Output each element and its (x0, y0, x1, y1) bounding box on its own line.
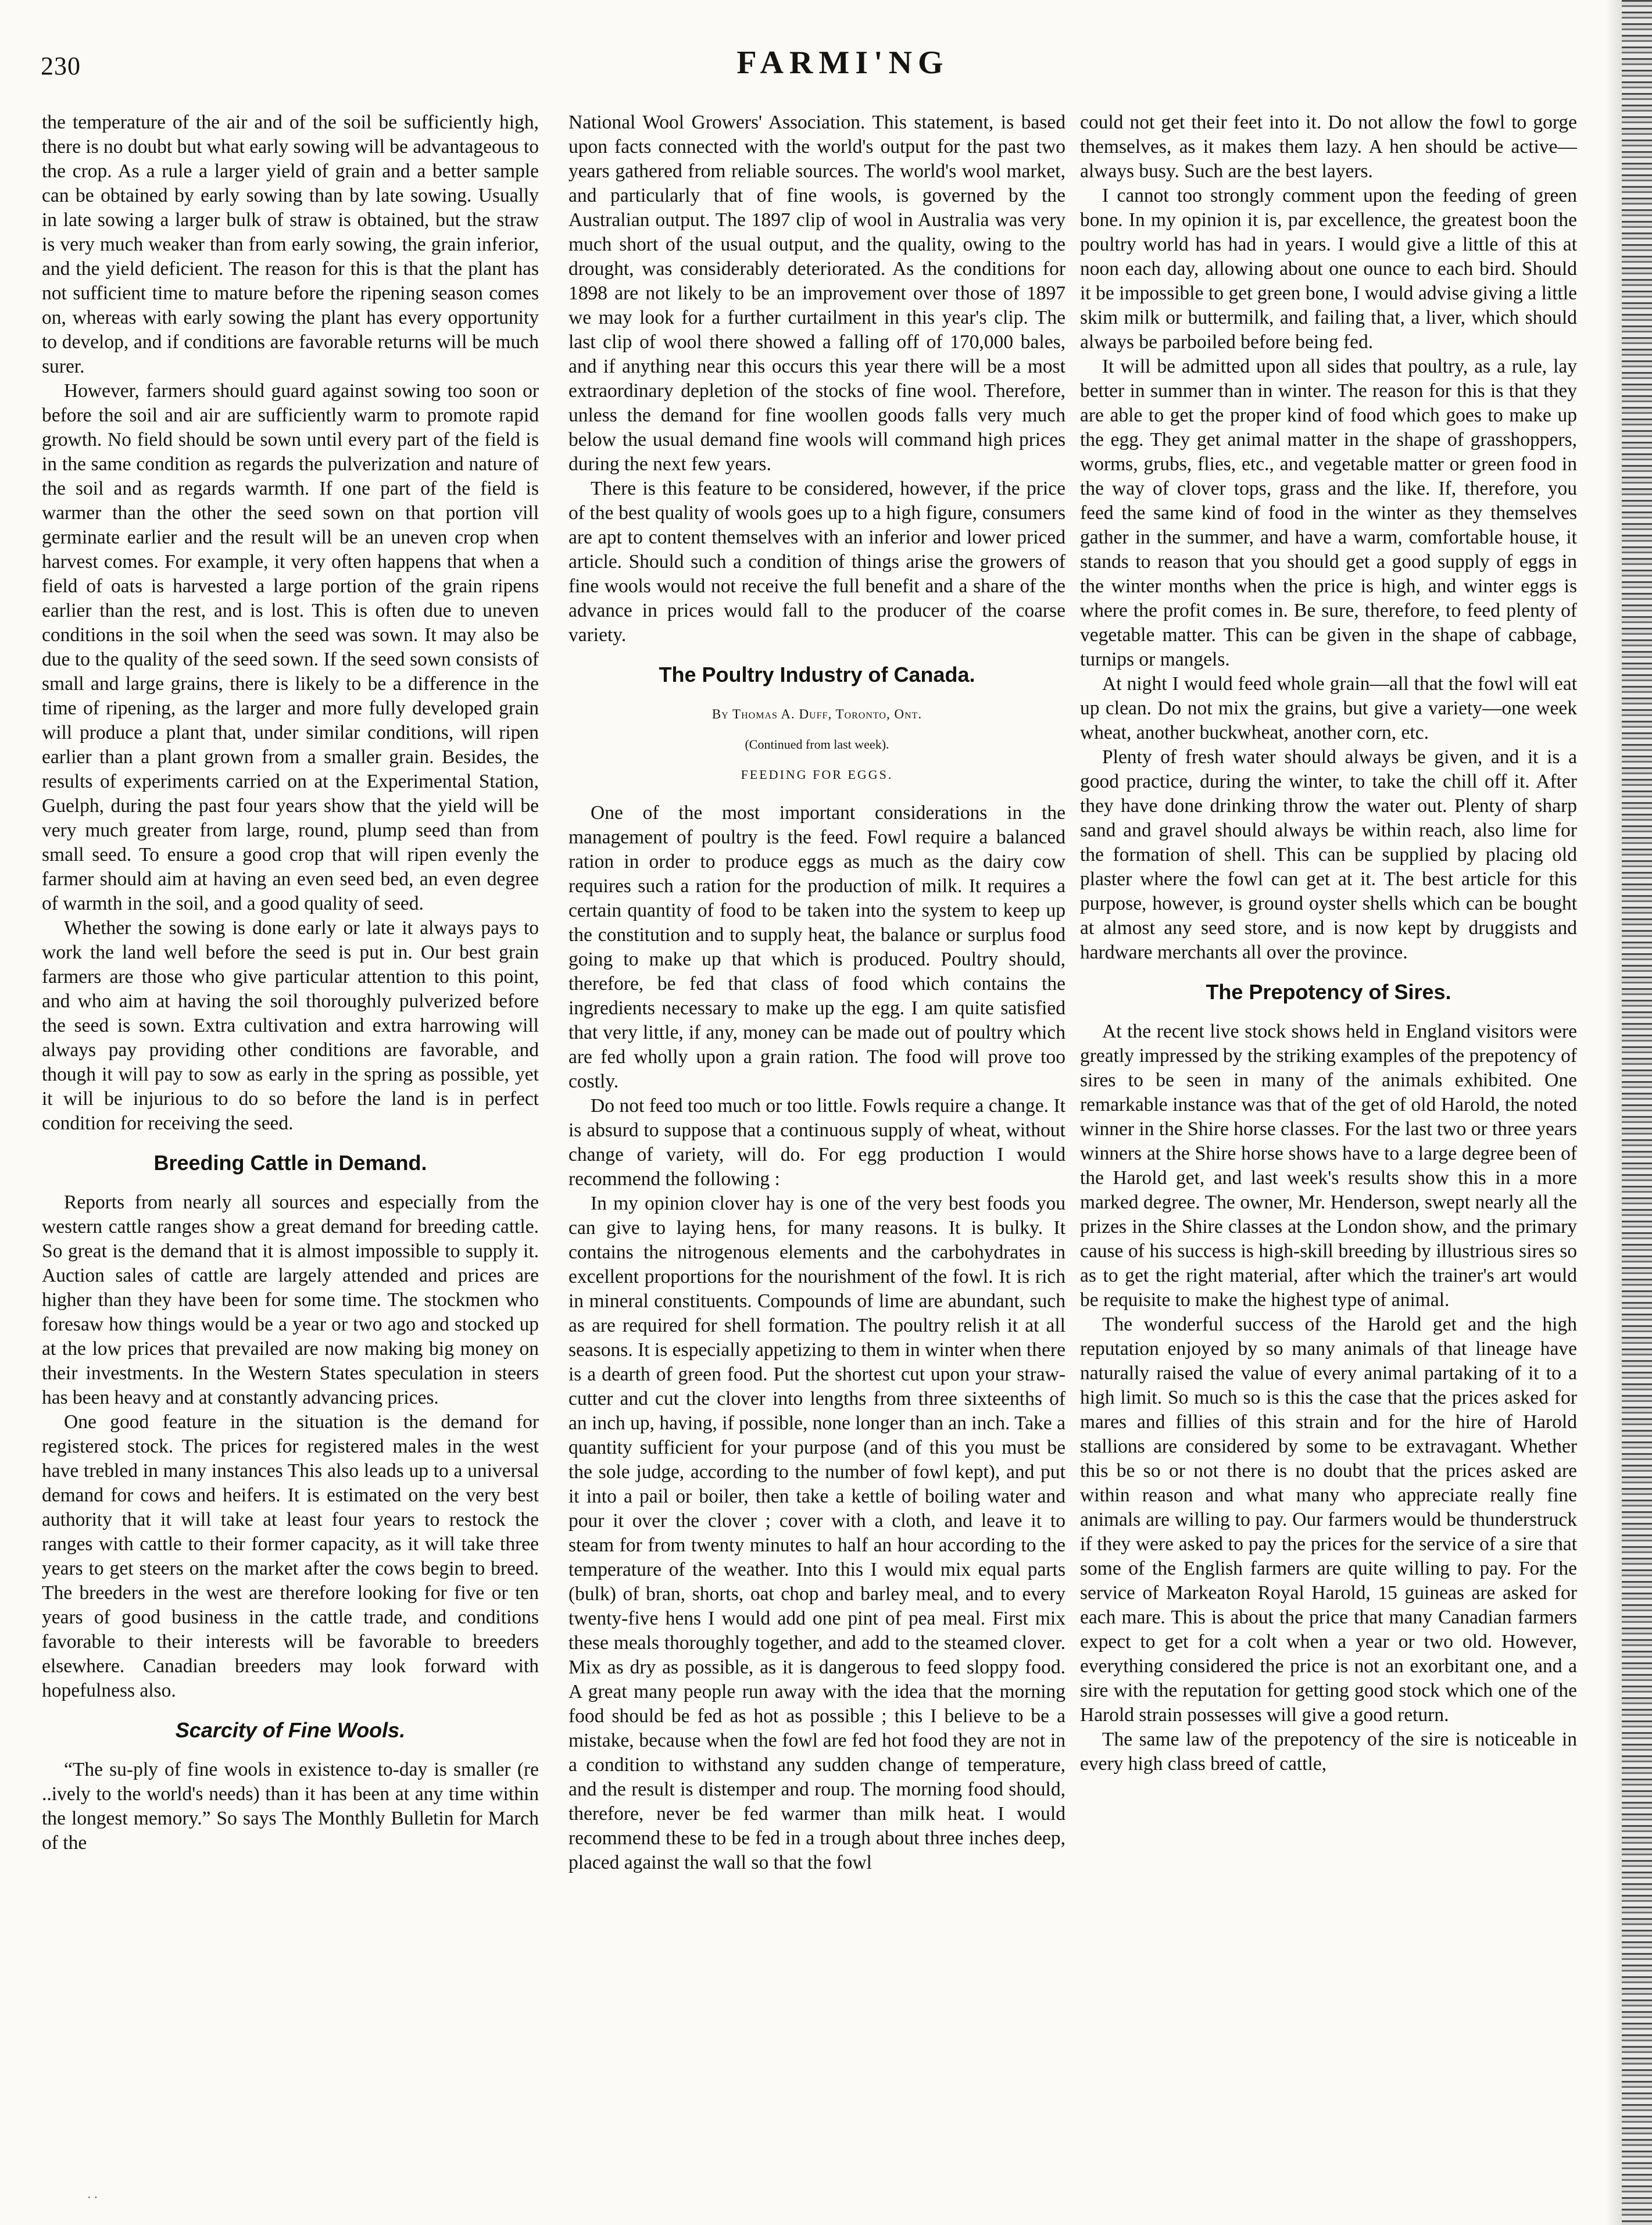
article-title-breeding-cattle: Breeding Cattle in Demand. (153, 1151, 427, 1175)
running-title: FARMI'NG (736, 45, 949, 81)
paragraph: It will be admitted upon all sides that poultry, as a rule, lay better in summer than in winter. The reason for this is that they are able to get the proper kind of food which goes to make up the egg. They get animal matter in the shape of grasshoppers, worms, grubs, flies, etc., and vegetable matter or green food in the way of clover tops, grass and the like. If, therefore, you feed the same kind of food in the winter as they themselves gather in the summer, and have a warm, comfortable house, it stands to reason that you should get a good supply of eggs in the winter months when the price is high, and winter eggs is where the profit comes in. Be sure, therefore, to feed plenty of vegetable matter. This can be given in the shape of cabbage, turnips or mangels. (1080, 356, 1577, 670)
paragraph: However, farmers should guard against sowing too soon or before the soil and air are sufficiently warm to promote rapid growth. No field should be sown until every part of the field is in the same condition as regards the pulverization and nature of the soil and as regards warmth. If one part of the field is warmer than the other the seed sown on that portion vill germinate earlier and the result will be an uneven crop when harvest comes. For example, it very often happens that when a field of oats is harvested a large portion of the grain ripens earlier than the rest, and is lost. This is often due to uneven conditions in the soil when the seed was sown. It may also be due to the quality of the seed sown. If the seed sown consists of small and large grains, there is likely to be a difference in the time of ripening, as the larger and more fully developed grain will produce a plant that, under similar conditions, will ripen earlier than a plant grown from a smaller grain. Besides, the results of experiments carried on at the Experimental Station, Guelph, during the past four years show that the yield will be very much greater from large, round, plump seed than from small seed. To ensure a good crop that will ripen evenly the farmer should aim at having an even seed bed, an even degree of warmth in the soil, and a good quality of seed. (42, 380, 539, 914)
paragraph: At night I would feed whole grain—all that the fowl will eat up clean. Do not mix the grains, but give a variety—one week wheat, another buckwheat, another corn, etc. (1080, 673, 1577, 743)
column-3 (1080, 110, 1577, 2203)
article-title-fine-wools: Scarcity of Fine Wools. (175, 1718, 406, 1742)
paragraph: Plenty of fresh water should always be given, and it is a good practice, during the winter, to take the chill off it. After they have done drinking throw the water out. Plenty of sharp sand and gravel should always be within reach, also lime for the formation of shell. This can be supplied by placing old plaster where the fowl can get at it. The best article for this purpose, however, is ground oyster shells which can be bought at almost any seed store, and is now kept by druggists and hardware merchants all over the province. (1080, 746, 1577, 963)
section-subhead: FEEDING FOR EGGS. (741, 767, 893, 782)
paragraph: Reports from nearly all sources and especially from the western cattle ranges show a great demand for breeding cattle. So great is the demand that it is almost impossible to supply it. Auction sales of cattle are largely attended and prices are higher than they have been for some time. The stockmen who foresaw how things would be a year or two ago and stocked up at the low prices that prevailed are now making big money on their investments. In the Western States speculation in steers has been heavy and at constantly advancing prices. (42, 1192, 539, 1408)
paragraph: “The su-ply of fine wools in existence to-day is smaller (re ..ively to the world's needs) than it has been at any time within the longest memory.” So says The Monthly Bulletin for March of the (42, 1759, 539, 1854)
paragraph: The wonderful success of the Harold get and the high reputation enjoyed by so many animals of that lineage have naturally raised the value of every animal partaking of it to a high limit. So much so is this the case that the prices asked for mares and fillies of this strain and for the hire of Harold stallions are considered by some to be extravagant. Whether this be so or not there is no doubt that the prices asked are within reason and what many who appreciate really fine animals are willing to pay. Our farmers would be thunderstruck if they were asked to pay the prices for the service of a sire that some of the English farmers are quite willing to pay. For the service of Markeaton Royal Harold, 15 guineas are asked for each mare. This is about the price that many Canadian farmers expect to get for a colt when a year or two old. However, everything considered the price is not an exorbitant one, and a sire with the reputation for getting good stock which one of the Harold strain possesses will give a good return. (1080, 1314, 1577, 1726)
paragraph: There is this feature to be considered, however, if the price of the best quality of wools goes up to a high figure, consumers are apt to content themselves with an inferior and lower priced article. Should such a condition of things arise the growers of fine wools would not receive the full benefit and a share of the advance in prices would fall to the producer of the coarse variety. (568, 478, 1065, 646)
paragraph: National Wool Growers' Association. This statement, is based upon facts connected with the world's output for the past two years gathered from reliable sources. The world's wool market, and particularly that of fine wools, is governed by the Australian output. The 1897 clip of wool in Australia was very much short of the usual output, and the quality, owing to the drought, was considerably deteriorated. As the conditions for 1898 are not likely to be an improvement over those of 1897 we may look for a further curtailment in this year's clip. The last clip of wool there showed a falling off of 170,000 bales, and if anything near this occurs this year there will be a most extraordinary depletion of the stocks of fine wool. Therefore, unless the demand for fine woollen goods falls very much below the usual demand fine wools will command high prices during the next few years. (568, 112, 1065, 475)
article-title-prepotency-sires: The Prepotency of Sires. (1206, 980, 1451, 1004)
paragraph: In my opinion clover hay is one of the very best foods you can give to laying hens, for many reasons. It is bulky. It contains the nitrogenous elements and the carbohydrates in excellent proportions for the nourishment of the fowl. It is rich in mineral constituents. Compounds of lime are abundant, such as are required for shell formation. The poultry relish it at all seasons. It is especially appetizing to them in winter when there is a dearth of green food. Put the shortest cut upon your straw-cutter and cut the clover into lengths from three sixteenths of an inch up, having, if possible, none longer than an inch. Take a quantity sufficient for your purpose (and of this you must be the sole judge, according to the number of fowl kept), and put it into a pail or boiler, then take a kettle of boiling water and pour it over the clover ; cover with a cloth, and leave it to steam for from twenty minutes to half an hour according to the temperature of the weather. Into this I would mix equal parts (bulk) of bran, shorts, oat chop and barley meal, and to every twenty-five hens I would add one pint of pea meal. First mix these meals thoroughly together, and add to the steamed clover. Mix as dry as possible, as it is dangerous to feed sloppy food. A great many people run away with the idea that the morning food should be fed as hot as possible ; this I believe to be a mistake, because when the fowl are fed hot food they are not in a condition to withstand any sudden change of temperature, and the result is distemper and roup. The morning food should, therefore, never be fed warmer than milk heat. I would recommend these to be fed in a trough about three inches deep, placed against the wall so that the fowl (568, 1193, 1065, 1873)
continued-note: (Continued from last week). (745, 737, 889, 752)
paragraph: At the recent live stock shows held in England visitors were greatly impressed by the striking examples of the prepotency of sires to be seen in many of the animals exhibited. One remarkable instance was that of the get of old Harold, the noted winner in the Shire horse classes. For the last two or three years winners at the Shire horse shows have to a large degree been of the Harold get, and last week's results show this in a more marked degree. The owner, Mr. Henderson, swept nearly all the prizes in the Shire classes at the London show, and the primary cause of his success is high-skill breeding by illustrious sires so as to get the right material, after which the trainer's art would be requisite to make the highest type of animal. (1080, 1021, 1577, 1311)
print-specks: · · (87, 2191, 98, 2204)
article-byline: By Thomas A. Duff, Toronto, Ont. (711, 707, 922, 721)
paragraph: Do not feed too much or too little. Fowls require a change. It is absurd to suppose that a continuous supply of wheat, without change of variety, will do. For egg production I would recommend the following : (568, 1095, 1065, 1190)
paragraph: Whether the sowing is done early or late it always pays to work the land well before the seed is put in. Our best grain farmers are those who give particular attention to this point, and who aim at having the soil thoroughly pulverized before the seed is sown. Extra cultivation and extra harrowing will always pay providing other conditions are favorable, and though it will pay to sow as early in the spring as possible, yet it will be injurious to do so before the land is in perfect condition for receiving the seed. (42, 917, 539, 1134)
paragraph: One good feature in the situation is the demand for registered stock. The prices for registered males in the west have trebled in many instances This also leads up to a universal demand for cows and heifers. It is estimated on the very best authority that it will take at least four years to restock the ranges with cattle to their former capacity, as it will take three years to get steers on the market after the cows begin to breed. The breeders in the west are therefore looking for five or ten years of good business in the cattle trade, and conditions favorable to their interests will be favorable to breeders elsewhere. Canadian breeders may look forward with hopefulness also. (42, 1411, 539, 1701)
paragraph: I cannot too strongly comment upon the feeding of green bone. In my opinion it is, par excellence, the greatest boon the poultry world has had in years. I would give a little of this at noon each day, allowing about one ounce to each bird. Should it be impossible to get green bone, I would advise giving a little skim milk or buttermilk, and failing that, a liver, which should always be parboiled before being fed. (1080, 185, 1577, 353)
column-1 (42, 110, 539, 2203)
scanned-binding-edge (1622, 0, 1652, 2225)
paragraph: The same law of the prepotency of the sire is noticeable in every high class breed of cattle, (1080, 1729, 1577, 1775)
paragraph: the temperature of the air and of the soil be sufficiently high, there is no doubt but what early sowing will be advantageous to the crop. As a rule a larger yield of grain and a better sample can be obtained by early sowing than by late sowing. Usually in late sowing a larger bulk of straw is obtained, but the straw is very much weaker than from early sowing, the grain inferior, and the yield deficient. The reason for this is that the plant has not sufficient time to mature before the ripening season comes on, whereas with early sowing the plant has every opportunity to develop, and if conditions are favorable returns will be much surer. (42, 112, 539, 377)
page-edge-shadow (1605, 0, 1622, 2225)
paragraph: One of the most important considerations in the management of poultry is the feed. Fowl require a balanced ration in order to produce eggs as much as the dairy cow requires such a ration for the production of milk. It requires a certain quantity of food to be taken into the system to keep up the constitution and to supply heat, the balance or surplus food going to make up that which is produced. Poultry should, therefore, be fed that class of food which contains the ingredients necessary to make up the egg. I am quite satisfied that very little, if any, money can be made out of poultry which are fed wholly upon a grain ration. The food will prove too costly. (568, 802, 1065, 1092)
article-title-poultry-industry: The Poultry Industry of Canada. (659, 663, 975, 686)
paragraph: could not get their feet into it. Do not allow the fowl to gorge themselves, as it makes them lazy. A hen should be active—always busy. Such are the best layers. (1080, 112, 1577, 182)
column-2 (568, 110, 1065, 2203)
page-number: 230 (41, 52, 81, 80)
